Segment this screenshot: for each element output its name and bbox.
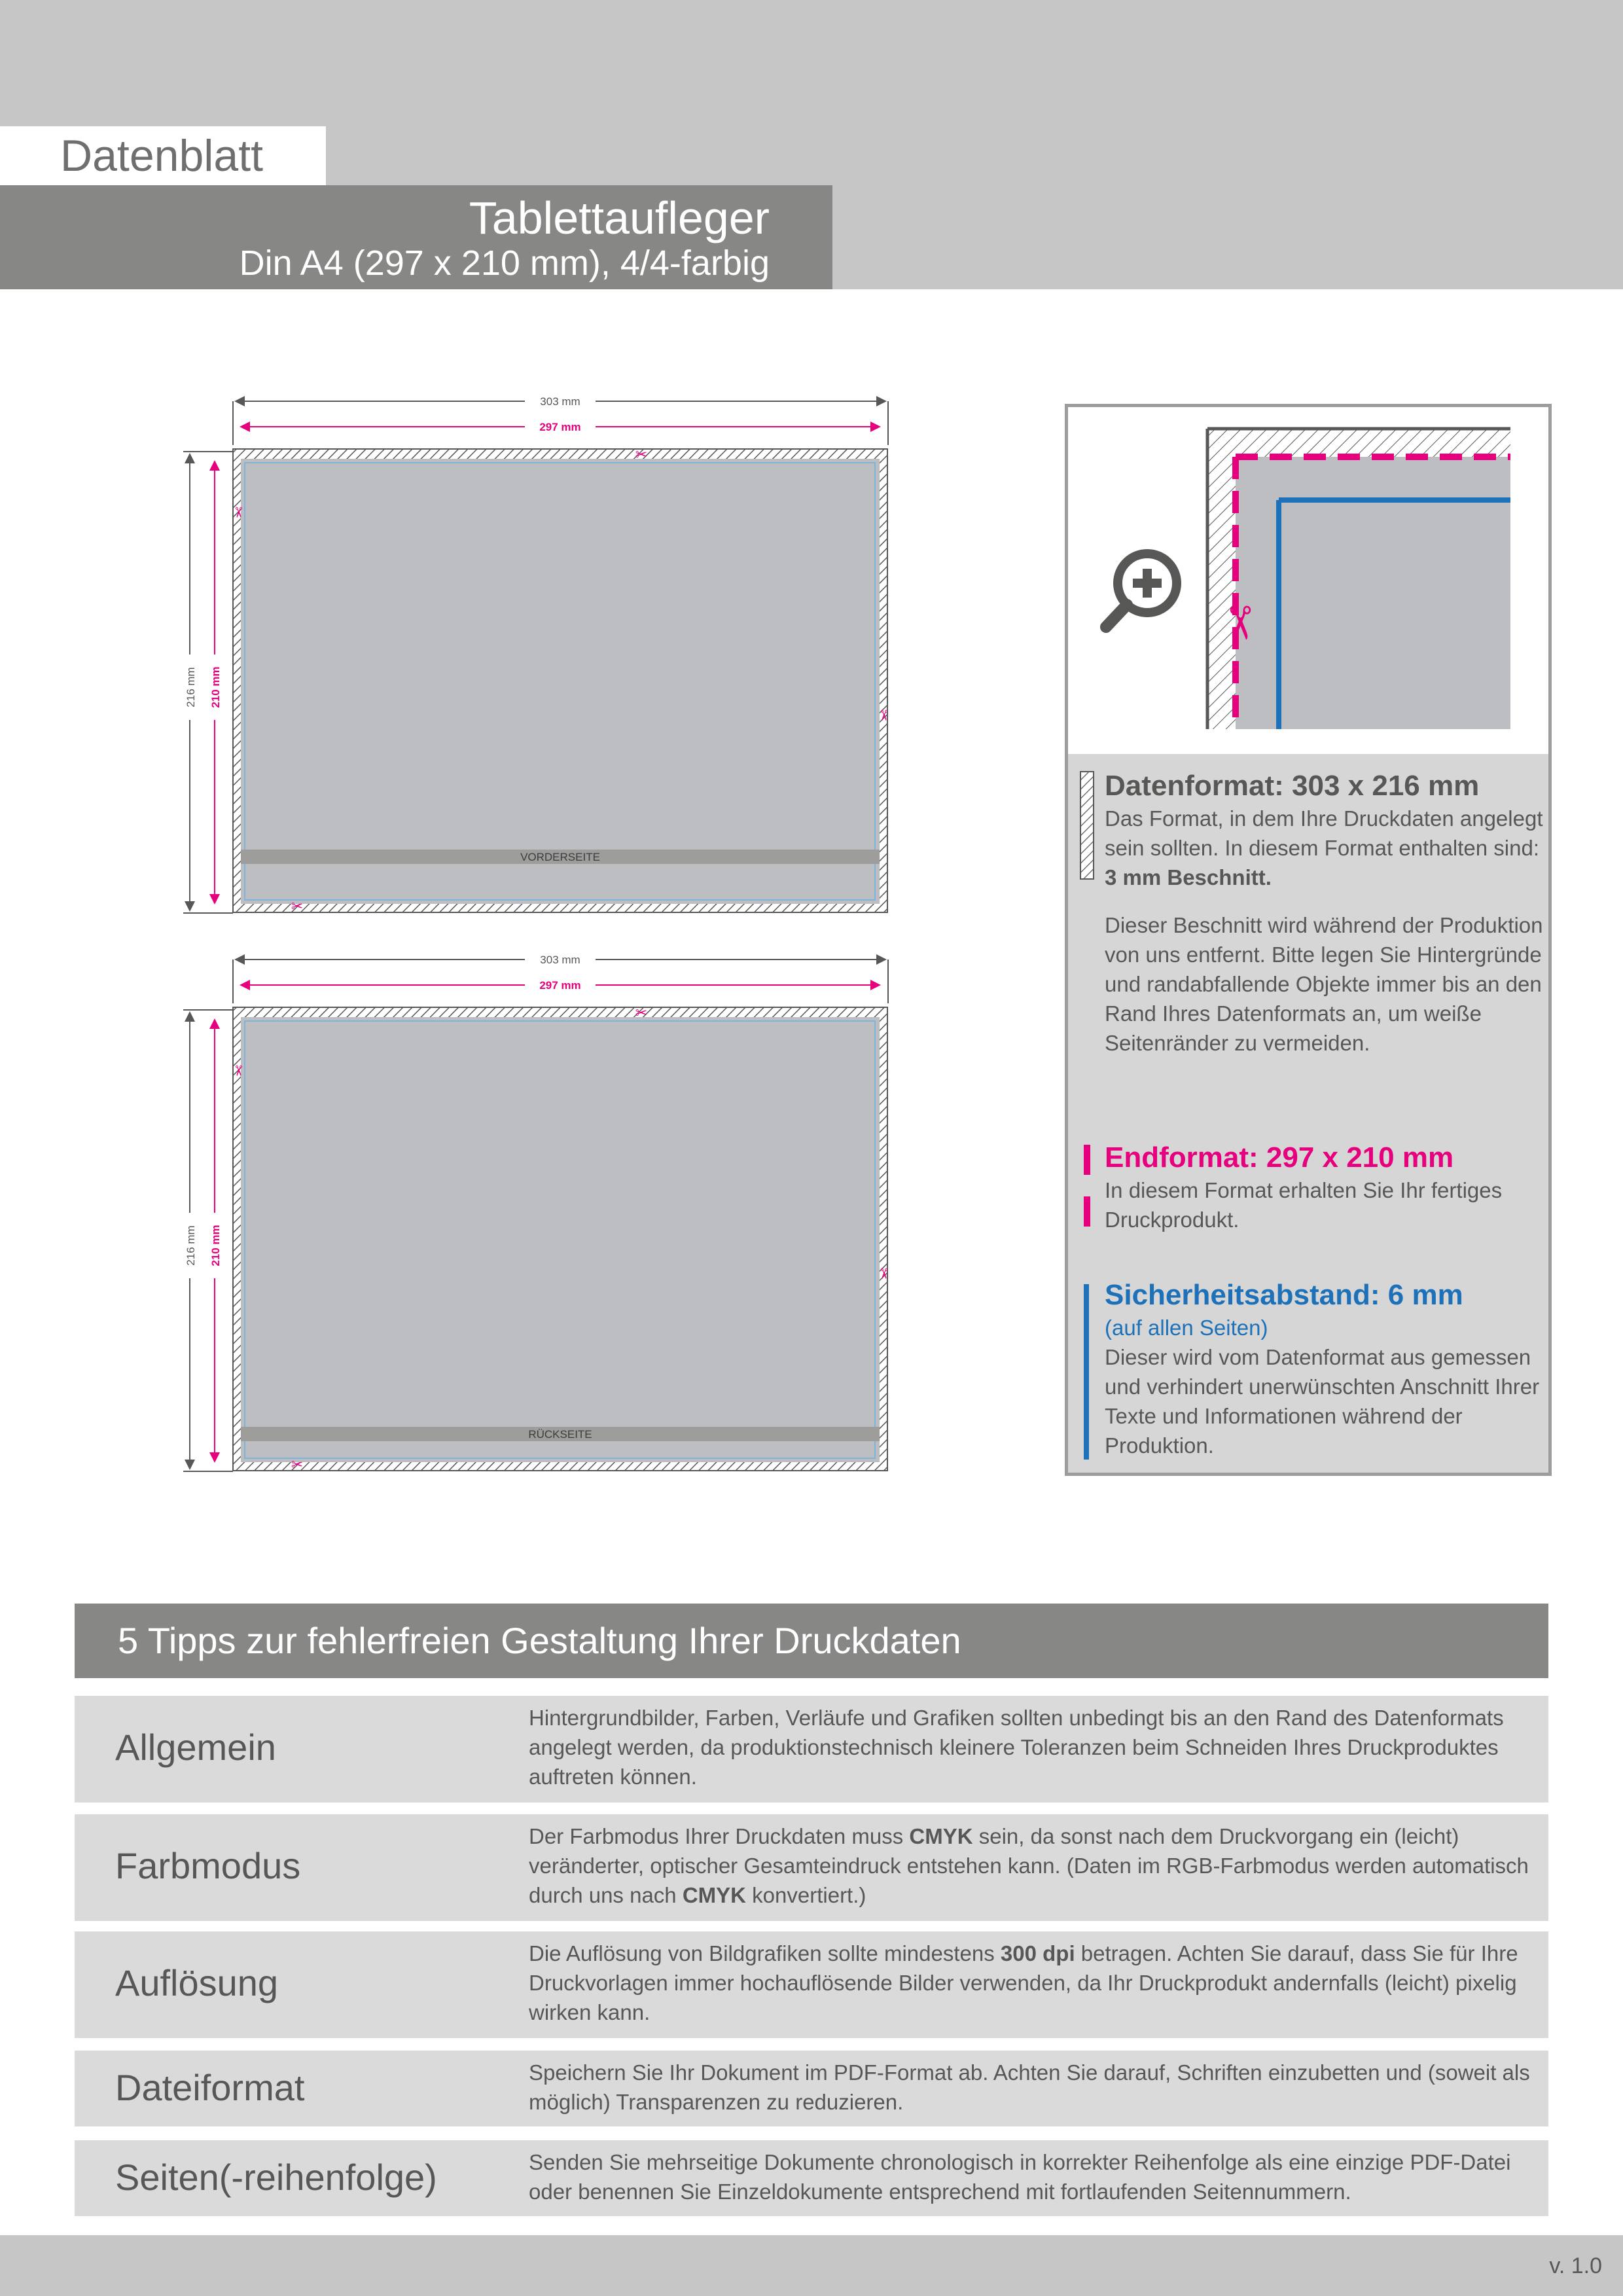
scissors-icon: ✂ [291,1456,304,1473]
sicherheit-section [1105,1278,1543,1460]
inner-height-label: 210 mm [209,666,222,708]
zoom-icon [1106,554,1177,627]
tip-label: Dateiformat [115,2067,305,2108]
doc-label-box [0,126,326,185]
endformat-marker [1084,1145,1090,1175]
datenformat-text: Das Format, in dem Ihre Druckdaten angelegt sein sollten. In diesem Format enthalten sind: 3 mm Beschnitt. [1105,806,1543,889]
inner-width-label: 297 mm [539,979,581,992]
tip-text: Der Farbmodus Ihrer Druckdaten muss CMYK sein, da sonst nach dem Druckvorgang ein (leicht) veränderter, optischer Gesamteindruck entstehen kann. (Daten im RGB-Farbmodus werden automatisch durch uns nach CMYK konvertiert.) [529,1824,1529,1907]
endformat-marker [1084,1196,1090,1227]
datenformat-section [1105,768,1543,1058]
tip-label: Farbmodus [115,1845,301,1886]
scissors-icon: ✂ [876,1267,892,1280]
tips-heading: 5 Tipps zur fehlerfreien Gestaltung Ihrer Druckdaten [118,1620,961,1661]
endformat-heading: Endformat: 297 x 210 mm [1105,1141,1454,1174]
sicherheit-sub: (auf allen Seiten) [1105,1316,1268,1340]
inner-height-label: 210 mm [209,1225,222,1266]
outer-width-label: 303 mm [540,954,580,966]
version-label: v. 1.0 [1549,2253,1602,2278]
side-label: VORDERSEITE [520,851,600,863]
datenformat-note: Dieser Beschnitt wird während der Produktion von uns entfernt. Bitte legen Sie Hintergründe und randabfallende Objekte immer bis an den Rand Ihres Datenformats an, um weiße Seitenränder zu vermeiden. [1105,913,1543,1055]
info-panel [1065,404,1552,1476]
tip-row [75,1696,1548,1803]
sicherheit-text: Dieser wird vom Datenformat aus gemessen und verhindert unerwünschten Anschnitt Ihrer Texte und Informationen während der Produktion. [1105,1345,1540,1458]
diagram-front [182,394,892,914]
scissors-icon: ✂ [230,506,247,519]
scissors-icon: ✂ [1214,603,1265,643]
tip-text: Speichern Sie Ihr Dokument im PDF-Format ab. Achten Sie darauf, Schriften einzubetten und (soweit als möglich) Transparenzen zu reduzieren. [529,2060,1530,2114]
scissors-icon: ✂ [635,446,648,463]
side-label: RÜCKSEITE [528,1428,592,1441]
tip-row [75,2051,1548,2126]
final-format-area [241,459,880,904]
inner-width-label: 297 mm [539,421,581,433]
outer-width-label: 303 mm [540,395,580,408]
bleed-marker [1080,771,1094,880]
scissors-icon: ✂ [230,1064,247,1077]
tip-row [75,2140,1548,2216]
outer-height-label: 216 mm [185,667,197,708]
final-format-area [241,1017,880,1462]
zoom-detail [1068,407,1548,754]
diagram-back [182,952,892,1473]
tip-label: Auflösung [115,1962,279,2003]
tip-text: Hintergrundbilder, Farben, Verläufe und Grafiken sollten unbedingt bis an den Rand des Datenformats angelegt werden, da produktionstechnisch kleinere Toleranzen beim Schneiden Ihres Druckproduktes auftreten können. [529,1706,1504,1789]
outer-height-label: 216 mm [185,1225,197,1266]
tip-label: Allgemein [115,1727,276,1768]
tip-row [75,1814,1548,1921]
tip-label: Seiten(-reihenfolge) [115,2157,437,2198]
page-title: Tablettaufleger [469,192,770,243]
scissors-icon: ✂ [635,1005,648,1021]
scissors-icon: ✂ [291,898,304,914]
title-bar [0,185,832,289]
datenformat-heading: Datenformat: 303 x 216 mm [1105,770,1480,802]
endformat-section [1105,1140,1543,1234]
footer [0,2235,1623,2296]
scissors-icon: ✂ [876,709,892,722]
tips-heading-bar [75,1604,1548,1678]
page-subtitle: Din A4 (297 x 210 mm), 4/4-farbig [239,243,770,283]
endformat-text: In diesem Format erhalten Sie Ihr fertiges Druckprodukt. [1105,1178,1503,1232]
format-diagrams [157,380,903,1492]
doc-label: Datenblatt [60,131,263,181]
sicherheit-heading: Sicherheitsabstand: 6 mm [1105,1279,1463,1311]
safety-marker [1084,1284,1089,1460]
tip-text: Senden Sie mehrseitige Dokumente chronologisch in korrekter Reihenfolge als eine einzige PDF-Datei oder benennen Sie Einzeldokumente entsprechend mit fortlaufenden Seitennummern. [529,2150,1511,2204]
tip-row [75,1931,1548,2038]
tip-text: Die Auflösung von Bildgrafiken sollte mindestens 300 dpi betragen. Achten Sie darauf, dass Sie für Ihre Druckvorlagen immer hochauflösende Bilder verwenden, da Ihr Druckprodukt andernfalls (leicht) pixelig wirken kann. [529,1941,1518,2024]
